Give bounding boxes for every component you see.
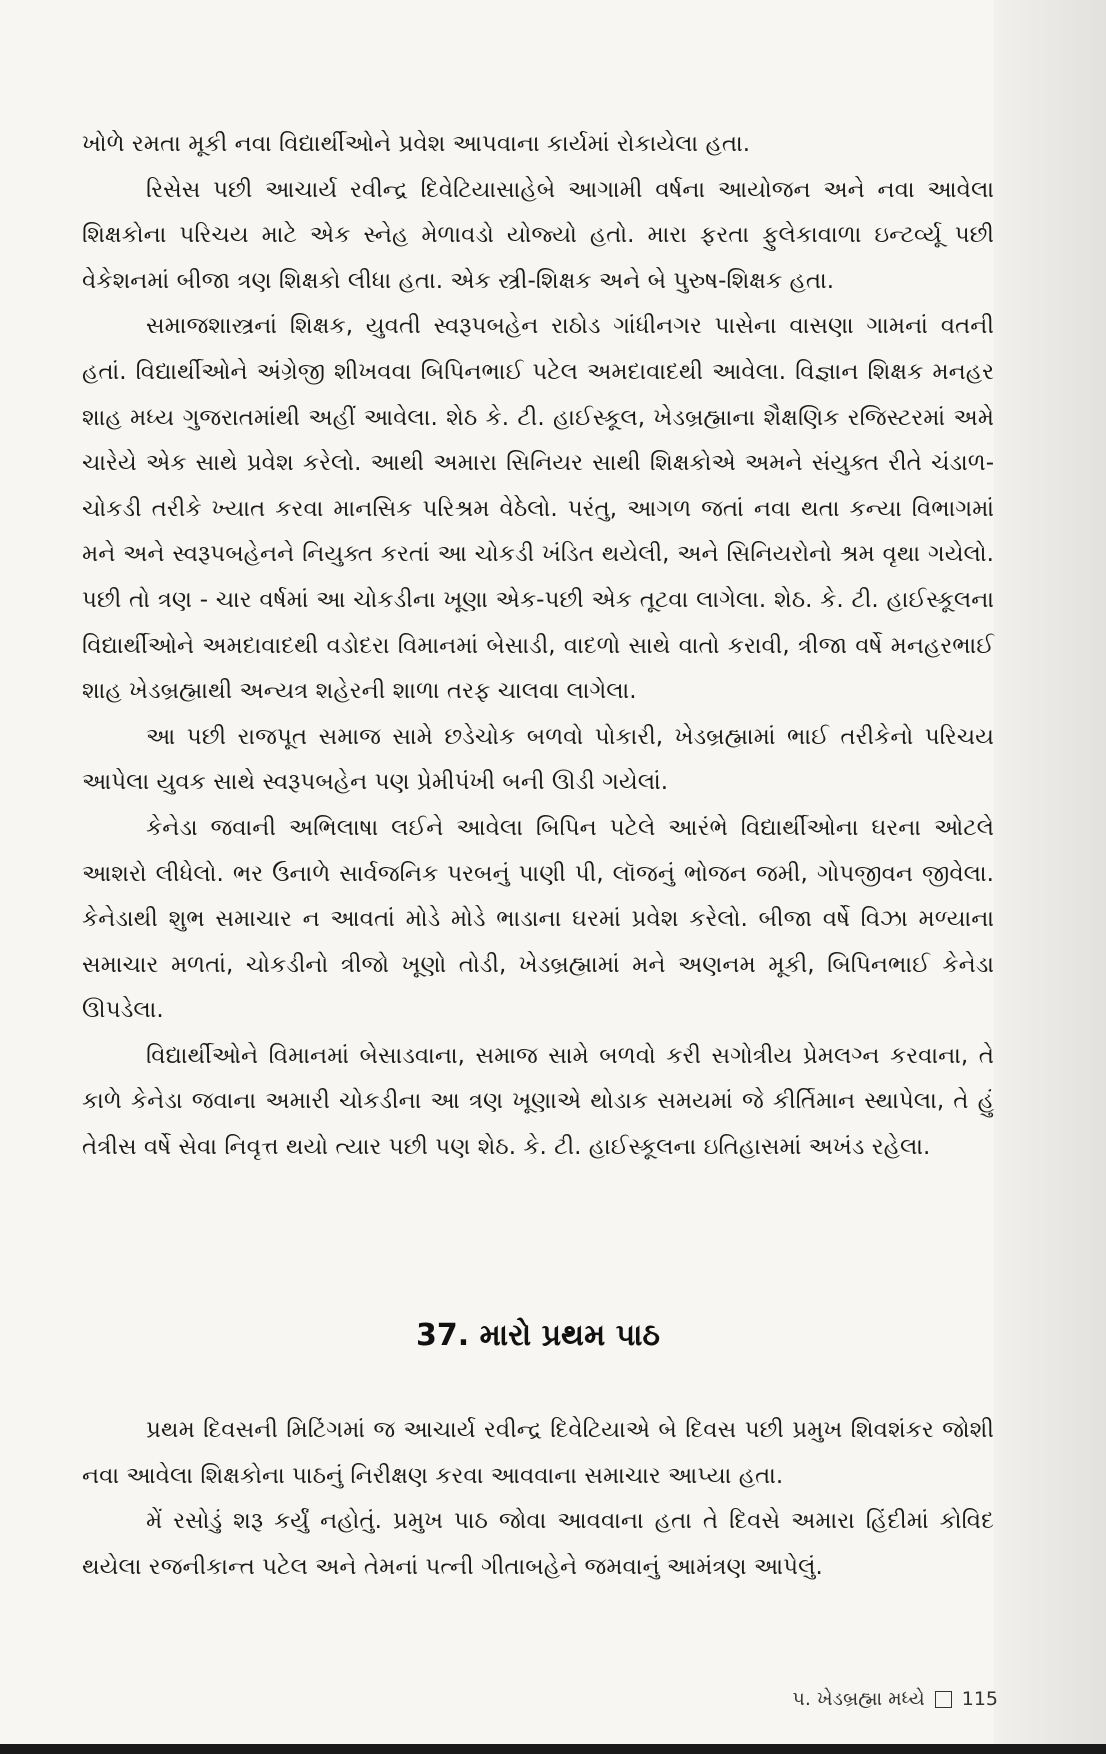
page-number: 115	[961, 1688, 998, 1710]
square-ornament-icon	[935, 1691, 952, 1708]
scan-edge-bottom	[0, 1744, 1106, 1754]
body-text-section-1	[82, 122, 994, 1171]
running-head: પ. ખેડબ્રહ્મા મધ્યે	[792, 1688, 925, 1710]
paragraph: વિદ્યાર્થીઓને વિમાનમાં બેસાડવાના, સમાજ સામે બળવો કરી સગોત્રીય પ્રેમલગ્ન કરવાના, તે કાળે કેનેડા જવાના અમારી ચોકડીના આ ત્રણ ખૂણાએ થોડાક સમયમાં જે કીર્તિમાન સ્થાપેલા, તે હું તેત્રીસ વર્ષે સેવા નિવૃત્ત થયો ત્યાર પછી પણ શેઠ. કે. ટી. હાઈસ્કૂલના ઇતિહાસમાં અખંડ રહેલા.	[82, 1042, 994, 1161]
paragraph: આ પછી રાજપૂત સમાજ સામે છડેચોક બળવો પોકારી, ખેડબ્રહ્મામાં ભાઈ તરીકેનો પરિચય આપેલા યુવક સાથે સ્વરૂપબહેન પણ પ્રેમીપંખી બની ઊડી ગયેલાં.	[82, 723, 994, 796]
page-footer	[793, 1688, 998, 1710]
paragraph: મેં રસોડું શરૂ કર્યું નહોતું. પ્રમુખ પાઠ જોવા આવવાના હતા તે દિવસે અમારા હિંદીમાં કોવિદ થયેલા રજનીકાન્ત પટેલ અને તેમનાં પત્ની ગીતાબહેને જમવાનું આમંત્રણ આપેલું.	[82, 1508, 994, 1580]
body-text-section-2	[82, 1408, 994, 1590]
paragraph: રિસેસ પછી આચાર્ય રવીન્દ્ર દિવેટિયાસાહેબે આગામી વર્ષના આયોજન અને નવા આવેલા શિક્ષકોના પરિચય માટે એક સ્નેહ મેળાવડો યોજ્યો હતો. મારા ફરતા ફુલેકાવાળા ઇન્ટર્વ્યૂ પછી વેકેશનમાં બીજા ત્રણ શિક્ષકો લીધા હતા. એક સ્ત્રી-શિક્ષક અને બે પુરુષ-શિક્ષક હતા.	[82, 176, 994, 294]
paragraph: કેનેડા જવાની અભિલાષા લઈને આવેલા બિપિન પટેલે આરંભે વિદ્યાર્થીઓના ઘરના ઓટલે આશરો લીધેલો. ભર ઉનાળે સાર્વજનિક પરબનું પાણી પી, લૉજનું ભોજન જમી, ગોપજીવન જીવેલા. કેનેડાથી શુભ સમાચાર ન આવતાં મોડે મોડે ભાડાના ઘરમાં પ્રવેશ કરેલો. બીજા વર્ષે વિઝા મળ્યાના સમાચાર મળતાં, ચોકડીનો ત્રીજો ખૂણો તોડી, ખેડબ્રહ્મામાં મને અણનમ મૂકી, બિપિનભાઈ કેનેડા ઊપડેલા.	[82, 814, 994, 1024]
paragraph: પ્રથમ દિવસની મિટિંગમાં જ આચાર્ય રવીન્દ્ર દિવેટિયાએ બે દિવસ પછી પ્રમુખ શિવશંકર જોશી નવા આવેલા શિક્ષકોના પાઠનું નિરીક્ષણ કરવા આવવાના સમાચાર આપ્યા હતા.	[82, 1417, 994, 1489]
chapter-heading: 37. મારો પ્રથમ પાઠ	[416, 1318, 660, 1353]
paragraph: સમાજશાસ્ત્રનાં શિક્ષક, યુવતી સ્વરૂપબહેન રાઠોડ ગાંધીનગર પાસેના વાસણા ગામનાં વતની હતાં. વિદ્યાર્થીઓને અંગ્રેજી શીખવવા બિપિનભાઈ પટેલ અમદાવાદથી આવેલા. વિજ્ઞાન શિક્ષક મનહર શાહ મધ્ય ગુજરાતમાંથી અહીં આવેલા. શેઠ કે. ટી. હાઈસ્કૂલ, ખેડબ્રહ્માના શૈક્ષણિક રજિસ્ટરમાં અમે ચારેયે એક સાથે પ્રવેશ કરેલો. આથી અમારા સિનિયર સાથી શિક્ષકોએ અમને સંયુક્ત રીતે ચંડાળ-ચોકડી તરીકે ખ્યાત કરવા માનસિક પરિશ્રમ વેઠેલો. પરંતુ, આગળ જતાં નવા થતા કન્યા વિભાગમાં મને અને સ્વરૂપબહેનને નિયુક્ત કરતાં આ ચોકડી ખંડિત થયેલી, અને સિનિયરોનો શ્રમ વૃથા ગયેલો. પછી તો ત્રણ - ચાર વર્ષમાં આ ચોકડીના ખૂણા એક-પછી એક તૂટવા લાગેલા. શેઠ. કે. ટી. હાઈસ્કૂલના વિદ્યાર્થીઓને અમદાવાદથી વડોદરા વિમાનમાં બેસાડી, વાદળો સાથે વાતો કરાવી, ત્રીજા વર્ષે મનહરભાઈ શાહ ખેડબ્રહ્માથી અન્યત્ર શહેરની શાળા તરફ ચાલવા લાગેલા.	[82, 313, 994, 705]
scan-edge-shadow	[994, 0, 1106, 1754]
paragraph-continued: ખોળે રમતા મૂકી નવા વિદ્યાર્થીઓને પ્રવેશ આપવાના કાર્યમાં રોકાયેલા હતા.	[82, 131, 751, 157]
